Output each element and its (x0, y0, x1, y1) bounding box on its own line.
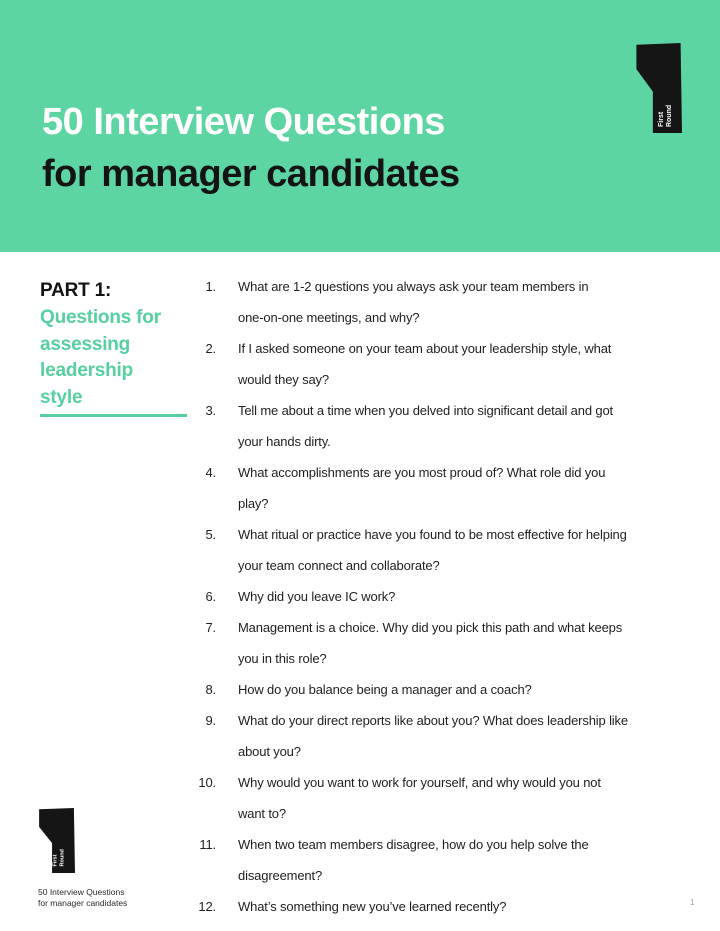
question-text-line: about you? (238, 744, 301, 759)
first-round-wordmark (53, 837, 66, 867)
question-text-line: How do you balance being a manager and a coach? (238, 682, 532, 697)
question-number: 8. (205, 682, 216, 697)
question-item (195, 829, 705, 891)
question-text-line: When two team members disagree, how do you help solve the (238, 837, 589, 852)
question-item (195, 271, 705, 333)
question-number: 2. (205, 341, 216, 356)
question-text-line: Why did you leave IC work? (238, 589, 396, 604)
question-text (238, 581, 700, 612)
question-text (238, 891, 700, 922)
header-band (0, 0, 720, 252)
part-title: Questions for assessing leadership style (40, 307, 161, 408)
question-text-line: would they say? (238, 372, 329, 387)
question-text-line: you in this role? (238, 651, 327, 666)
question-number: 5. (205, 527, 216, 542)
question-text-line: your team connect and collaborate? (238, 558, 440, 573)
question-text-line: What accomplishments are you most proud of? What role did you (238, 465, 606, 480)
question-text (238, 457, 700, 519)
question-text-line: your hands dirty. (238, 434, 331, 449)
question-item (195, 457, 705, 519)
question-number: 4. (205, 465, 216, 480)
question-text-line: Why would you want to work for yourself, and why would you not (238, 775, 601, 790)
question-list (195, 271, 705, 922)
footer-doc-line2: for manager candidates (38, 897, 128, 908)
question-text (238, 767, 700, 829)
question-text-line: Management is a choice. Why did you pick this path and what keeps (238, 620, 623, 635)
question-item (195, 612, 705, 674)
first-round-logo-footer (38, 808, 75, 873)
question-item (195, 395, 705, 457)
question-text-line: play? (238, 496, 269, 511)
brand-word-first: First (52, 854, 59, 867)
page-number: 1 (690, 898, 695, 907)
question-text-line: If I asked someone on your team about your leadership style, what (238, 341, 612, 356)
footer-document-name (38, 887, 127, 908)
question-number: 3. (205, 403, 216, 418)
part-label: PART 1: (40, 280, 112, 301)
question-number: 9. (205, 713, 216, 728)
question-number: 11. (199, 837, 216, 852)
question-item (195, 705, 705, 767)
page-title-line2: for manager candidates (42, 153, 460, 195)
first-round-wordmark (658, 87, 674, 127)
question-number: 10. (198, 775, 216, 790)
question-text-line: What ritual or practice have you found to be most effective for helping (238, 527, 627, 542)
question-text (238, 705, 700, 767)
question-item (195, 581, 705, 612)
question-text-line: What do your direct reports like about you? What does leadership like (238, 713, 628, 728)
page-title (42, 96, 460, 200)
question-number: 7. (205, 620, 216, 635)
question-number: 1. (205, 279, 216, 294)
question-text (238, 519, 700, 581)
question-item (195, 333, 705, 395)
question-text-line: What are 1-2 questions you always ask your team members in (238, 279, 589, 294)
part-heading (40, 280, 192, 417)
question-text (238, 333, 700, 395)
question-text-line: one-on-one meetings, and why? (238, 310, 420, 325)
question-text (238, 829, 700, 891)
question-text-line: What’s something new you’ve learned recently? (238, 899, 507, 914)
question-text-line: Tell me about a time when you delved into significant detail and got (238, 403, 613, 418)
question-item (195, 767, 705, 829)
question-item (195, 891, 705, 922)
question-item (195, 674, 705, 705)
question-item (195, 519, 705, 581)
brand-word-round: Round (59, 849, 65, 867)
first-round-logo (635, 43, 682, 133)
brand-word-round: Round (666, 104, 673, 127)
question-text (238, 674, 700, 705)
question-text (238, 395, 700, 457)
question-number: 12. (198, 899, 216, 914)
question-text-line: want to? (238, 806, 286, 821)
question-text (238, 612, 700, 674)
brand-word-first: First (658, 111, 665, 127)
question-text-line: disagreement? (238, 868, 323, 883)
green-underline-rule (40, 414, 187, 417)
question-text (238, 271, 700, 333)
page-title-line1: 50 Interview Questions (42, 101, 445, 143)
question-number: 6. (205, 589, 216, 604)
footer-doc-line1: 50 Interview Questions (38, 887, 125, 897)
